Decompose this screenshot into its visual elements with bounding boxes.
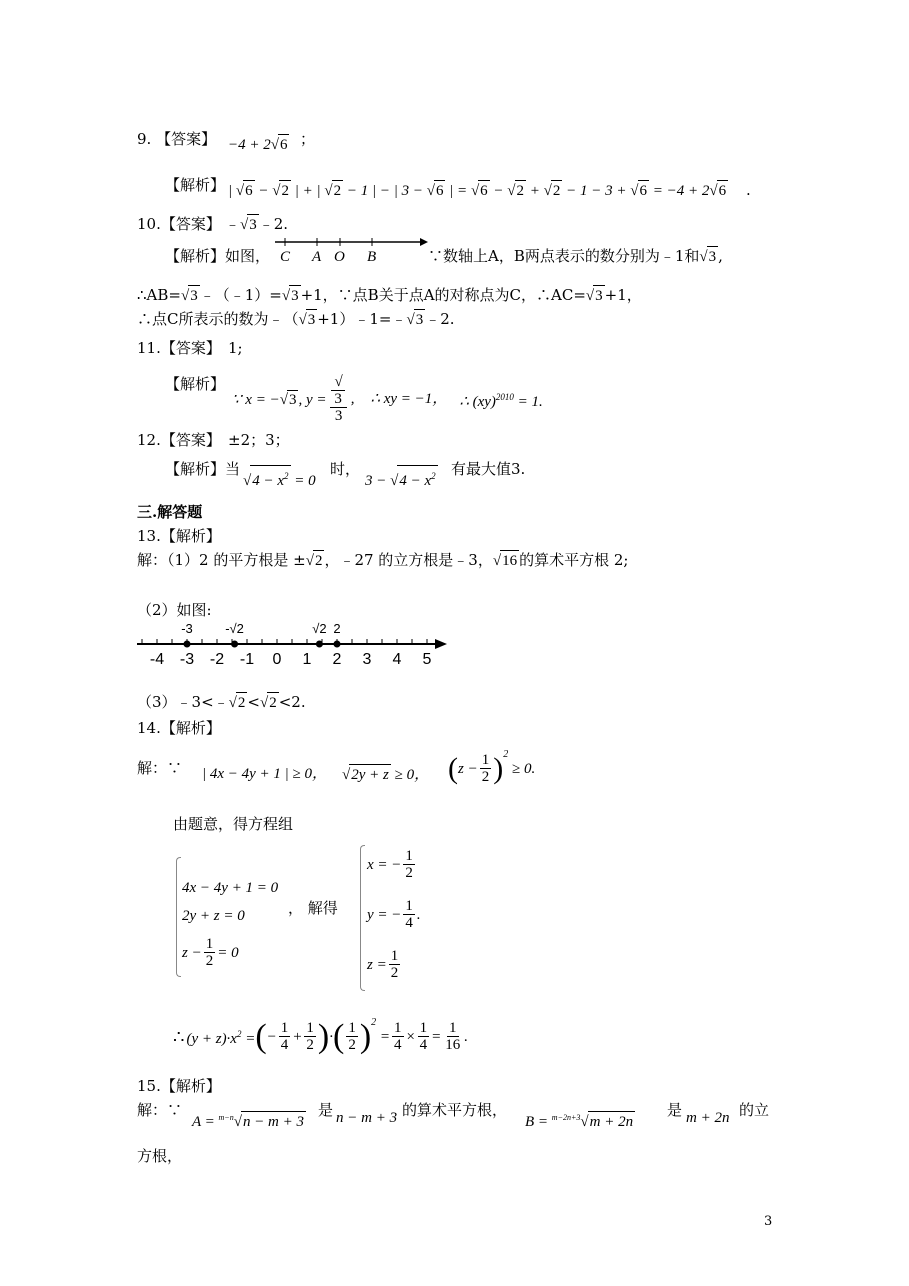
q14-cond3: ( z − $\frac{1}{2}$ ) 2 ≥ 0. <box>448 748 536 785</box>
q15-is: 是 <box>318 1101 334 1119</box>
q13-tick-label: 5 <box>422 651 432 668</box>
q12-answer-label: 12.【答案】 <box>137 431 221 449</box>
q12-answer-value: ±2；3； <box>228 431 290 449</box>
q14-cond2: √2y + z ≥ 0， <box>342 764 429 785</box>
section-title: 三.解答题 <box>137 503 203 521</box>
q13-number-line <box>135 616 455 670</box>
q9-answer-end: ； <box>300 130 316 148</box>
q13-point <box>316 641 323 648</box>
q10-explanation-label: 【解析】如图， <box>165 247 271 265</box>
q14-label: 14.【解析】 <box>137 719 221 737</box>
q14-sol-z: z = $\frac{1}{2}$ <box>367 948 399 981</box>
q13-point <box>184 641 191 648</box>
q10-line3: ∴点C所表示的数为﹣（√3 +1）﹣1=﹣√3 ﹣2. <box>137 310 455 328</box>
q13-point <box>334 641 341 648</box>
q13-part3: （3）﹣3<﹣√2 <√2 <2. <box>137 693 306 711</box>
q10-label-a: A <box>312 249 322 265</box>
q15-n-expr: n − m + 3 <box>336 1110 398 1126</box>
q9-explanation-label: 【解析】 <box>165 176 226 194</box>
q13-axis-arrow <box>435 639 447 649</box>
q10-line2: ∴AB=√3 ﹣（﹣1）=√3 +1，∵点B关于点A的对称点为C，∴AC=√3 +1， <box>137 286 642 304</box>
q14-cond1: | 4x − 4y + 1 | ≥ 0， <box>202 766 328 782</box>
q14-sol-x: x = − $\frac{1}{2}$ <box>367 848 413 881</box>
q15-prefix: 解：∵ <box>137 1101 183 1119</box>
q13-point-label: √2 <box>312 621 327 636</box>
q10-explanation-text: ∵数轴上A，B两点表示的数分别为﹣1和√3 , <box>428 247 723 265</box>
q9-answer-expr: −4 + 2√6 <box>228 134 289 155</box>
q12-tail: 有最大值3. <box>451 460 526 478</box>
q10-number-line <box>270 234 430 268</box>
q14-result: ∴ $(y + z)\cdot x^2$ = ( − $\frac{1}{4}$ + $\frac{1}{2}$ ) · ( $\frac{1}{2}$ ) 2 = $\frac{1}{4}$ × $\frac{1}{4}$ = $\frac{1}{16}$ . <box>173 1016 469 1055</box>
q13-tick-label: -2 <box>209 651 225 668</box>
q14-line2: 由题意，得方程组 <box>173 815 294 833</box>
q15-suffix1: 的算术平方根， <box>402 1101 508 1119</box>
q14-sol-y: y = − $\frac{1}{4}$ . <box>367 898 421 931</box>
q13-label: 13.【解析】 <box>137 527 221 545</box>
q13-point <box>231 641 238 648</box>
q15-a-expr: A = $^{m-n}$√n − m + 3 <box>192 1113 305 1130</box>
q15-line2: 方根， <box>137 1147 183 1165</box>
q12-condition: $√4 - x^2 = 0$ <box>243 465 316 491</box>
q13-tick-label: -3 <box>179 651 195 668</box>
q9-answer-label: 9. 【答案】 <box>137 130 217 148</box>
q10-label-b: B <box>367 249 377 265</box>
q13-point-label: 2 <box>333 621 341 636</box>
q13-point-label: -3 <box>181 621 193 636</box>
page-number: 3 <box>764 1214 773 1229</box>
q13-tick-label: -4 <box>149 651 165 668</box>
q13-tick-label: -1 <box>239 651 255 668</box>
q13-tick-label: 1 <box>302 651 312 668</box>
q15-b-expr: B = $^{m-2n+3}$√m + 2n <box>525 1113 634 1130</box>
q15-suffix2: 的立 <box>739 1101 770 1119</box>
q13-tick-label: 3 <box>362 651 372 668</box>
q14-sys-eq2: 2y + z = 0 <box>182 908 245 924</box>
q12-explanation-label: 【解析】当 <box>165 460 241 478</box>
q14-system-brace <box>176 857 181 977</box>
q13-tick-label: 4 <box>392 651 402 668</box>
q14-solution-brace <box>360 845 365 991</box>
q13-tick-label: 0 <box>272 651 282 668</box>
q11-explanation-expr: ∵ x = −√3 , y = √ 3 3 , ∴ xy = −1， ∴ (xy)$^{2010}$ = 1. <box>232 374 543 424</box>
q10-label-c: C <box>280 249 291 265</box>
q13-part2: （2）如图: <box>137 601 212 619</box>
q15-is2: 是 <box>667 1101 683 1119</box>
q15-label: 15.【解析】 <box>137 1077 221 1095</box>
q15-m-expr: m + 2n <box>686 1110 730 1126</box>
q11-answer-label: 11.【答案】 <box>137 339 221 357</box>
q14-solve-word: ， 解得 <box>288 899 338 917</box>
q11-answer-value: 1; <box>228 339 243 357</box>
q12-when: 时， <box>330 460 361 478</box>
q13-point-label: -√2 <box>225 621 244 636</box>
q10-label-o: O <box>334 249 345 265</box>
q10-answer-label: 10.【答案】 <box>137 215 221 233</box>
q10-answer-value: ﹣√3 ﹣2. <box>225 215 289 233</box>
q9-explanation-end: . <box>746 181 751 199</box>
q10-axis-arrow <box>420 238 428 246</box>
q11-explanation-label: 【解析】 <box>165 375 226 393</box>
q14-sys-eq1: 4x − 4y + 1 = 0 <box>182 880 279 896</box>
q13-line1: 解：（1）2 的平方根是 ±√2 ，﹣27 的立方根是﹣3，√16 的算术平方根 2; <box>137 551 629 569</box>
q14-line1-prefix: 解：∵ <box>137 759 183 777</box>
q13-tick-label: 2 <box>332 651 342 668</box>
q12-expr: $3 - √4 - x^2$ <box>365 465 438 491</box>
q9-explanation-expr: | √6 − √2 | + | √2 − 1 | − | 3 − √6 | = √6 − √2 + √2 − 1 − 3 + √6 = −4 + 2√6 <box>228 180 728 201</box>
q14-sys-eq3: z − $\frac{1}{2}$ = 0 <box>182 936 239 969</box>
